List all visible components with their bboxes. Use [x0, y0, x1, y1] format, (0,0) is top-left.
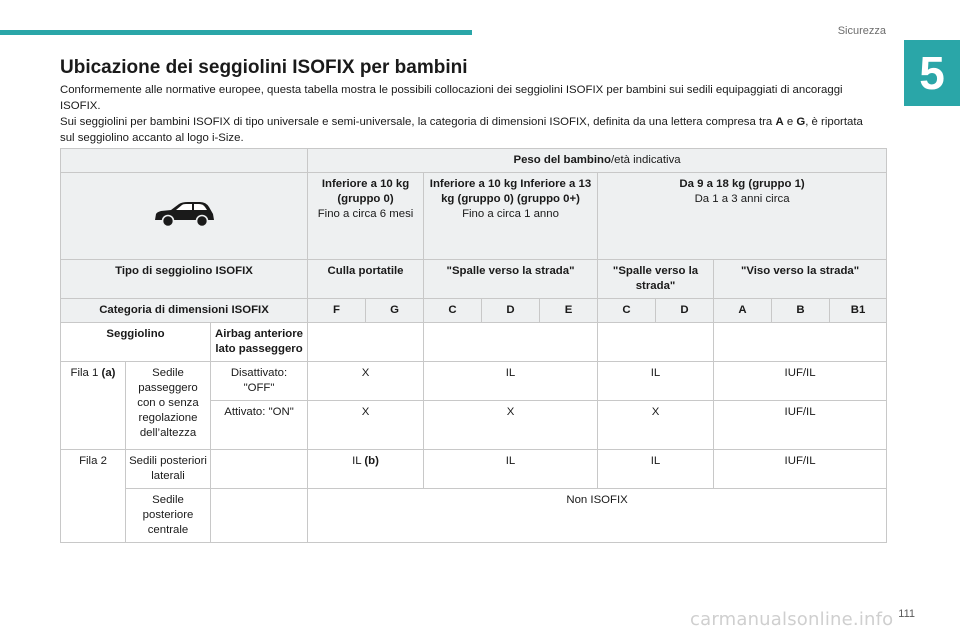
weight-group-1-cell: Inferiore a 10 kg (gruppo 0) Fino a circa 6 mesi [308, 173, 424, 260]
row1-label: Fila 1 (a) [61, 362, 126, 450]
value-cell: IL [424, 450, 598, 489]
value-cell: IL [598, 362, 714, 401]
size-cell: D [482, 299, 540, 323]
central-seat-label: Sedile posteriore centrale [126, 489, 211, 543]
value-cell: X [308, 362, 424, 401]
seat-column-header: Seggiolino [61, 323, 211, 362]
page-title: Ubicazione dei seggiolini ISOFIX per bambini [60, 57, 468, 78]
section-title: Sicurezza [837, 25, 886, 37]
lateral-seat-label: Sedili posteriori laterali [126, 450, 211, 489]
car-icon-cell [61, 173, 308, 260]
row2-lateral [61, 450, 887, 489]
empty-cell [714, 323, 887, 362]
size-cell: F [308, 299, 366, 323]
size-cell: B1 [830, 299, 887, 323]
seat-type-cell: Culla portatile [308, 260, 424, 299]
car-icon [152, 199, 216, 234]
size-category-row [61, 299, 887, 323]
empty-cell [308, 323, 424, 362]
value-cell: IL [598, 450, 714, 489]
isofix-table [60, 148, 887, 543]
watermark: carmanualsonline.info [690, 609, 894, 630]
weight-group-3-cell: Da 9 a 18 kg (gruppo 1) Da 1 a 3 anni circa [598, 173, 887, 260]
empty-cell [211, 489, 308, 543]
value-cell: IUF/IL [714, 401, 887, 450]
value-cell: IUF/IL [714, 362, 887, 401]
seat-type-cell: "Spalle verso la strada" [598, 260, 714, 299]
value-cell: IL (b) [308, 450, 424, 489]
intro-paragraph-1: Conformemente alle normative europee, questa tabella mostra le possibili collocazioni dei seggiolini ISOFIX per bambini sui sedili equipaggiati di ancoraggi ISOFIX. [60, 84, 843, 112]
chapter-number-tab: 5 [904, 40, 960, 106]
value-cell: X [308, 401, 424, 450]
intro-paragraph-2: Sui seggiolini per bambini ISOFIX di tipo universale e semi-universale, la categoria di dimensioni ISOFIX, definita da una lettera compresa tra A e G, è riportata sul seggiolino accanto al logo i-Size. [60, 116, 863, 144]
empty-cell [424, 323, 598, 362]
airbag-column-header: Airbag anteriore lato passeggero [211, 323, 308, 362]
central-value-cell: Non ISOFIX [308, 489, 887, 543]
row1-airbag-off [61, 362, 887, 401]
weight-group-2-cell: Inferiore a 10 kg Inferiore a 13 kg (gruppo 0) (gruppo 0+) Fino a circa 1 anno [424, 173, 598, 260]
row2-central [61, 489, 887, 543]
value-cell: X [598, 401, 714, 450]
intro-text [60, 82, 880, 146]
page-number: 111 [898, 608, 915, 620]
size-cell: C [598, 299, 656, 323]
seat-type-label: Tipo di seggiolino ISOFIX [61, 260, 308, 299]
airbag-off-label: Disattivato: "OFF" [211, 362, 308, 401]
empty-cell [598, 323, 714, 362]
seat-type-cell: "Viso verso la strada" [714, 260, 887, 299]
size-cell: D [656, 299, 714, 323]
row2-label: Fila 2 [61, 450, 126, 543]
seat-type-row [61, 260, 887, 299]
header-accent-bar [0, 30, 472, 35]
airbag-on-label: Attivato: "ON" [211, 401, 308, 450]
size-cell: E [540, 299, 598, 323]
size-cell: A [714, 299, 772, 323]
size-cell: G [366, 299, 424, 323]
size-cell: C [424, 299, 482, 323]
value-cell: X [424, 401, 598, 450]
size-category-label: Categoria di dimensioni ISOFIX [61, 299, 308, 323]
value-cell: IL [424, 362, 598, 401]
seat-type-cell: "Spalle verso la strada" [424, 260, 598, 299]
weight-header-cell: Peso del bambino/età indicativa [308, 149, 887, 173]
weight-header-row [61, 149, 887, 173]
empty-cell [211, 450, 308, 489]
column-header-row [61, 323, 887, 362]
empty-corner-cell [61, 149, 308, 173]
weight-groups-row [61, 173, 887, 260]
value-cell: IUF/IL [714, 450, 887, 489]
size-cell: B [772, 299, 830, 323]
row1-seat-label: Sedile passeggero con o senza regolazione dell’altezza [126, 362, 211, 450]
